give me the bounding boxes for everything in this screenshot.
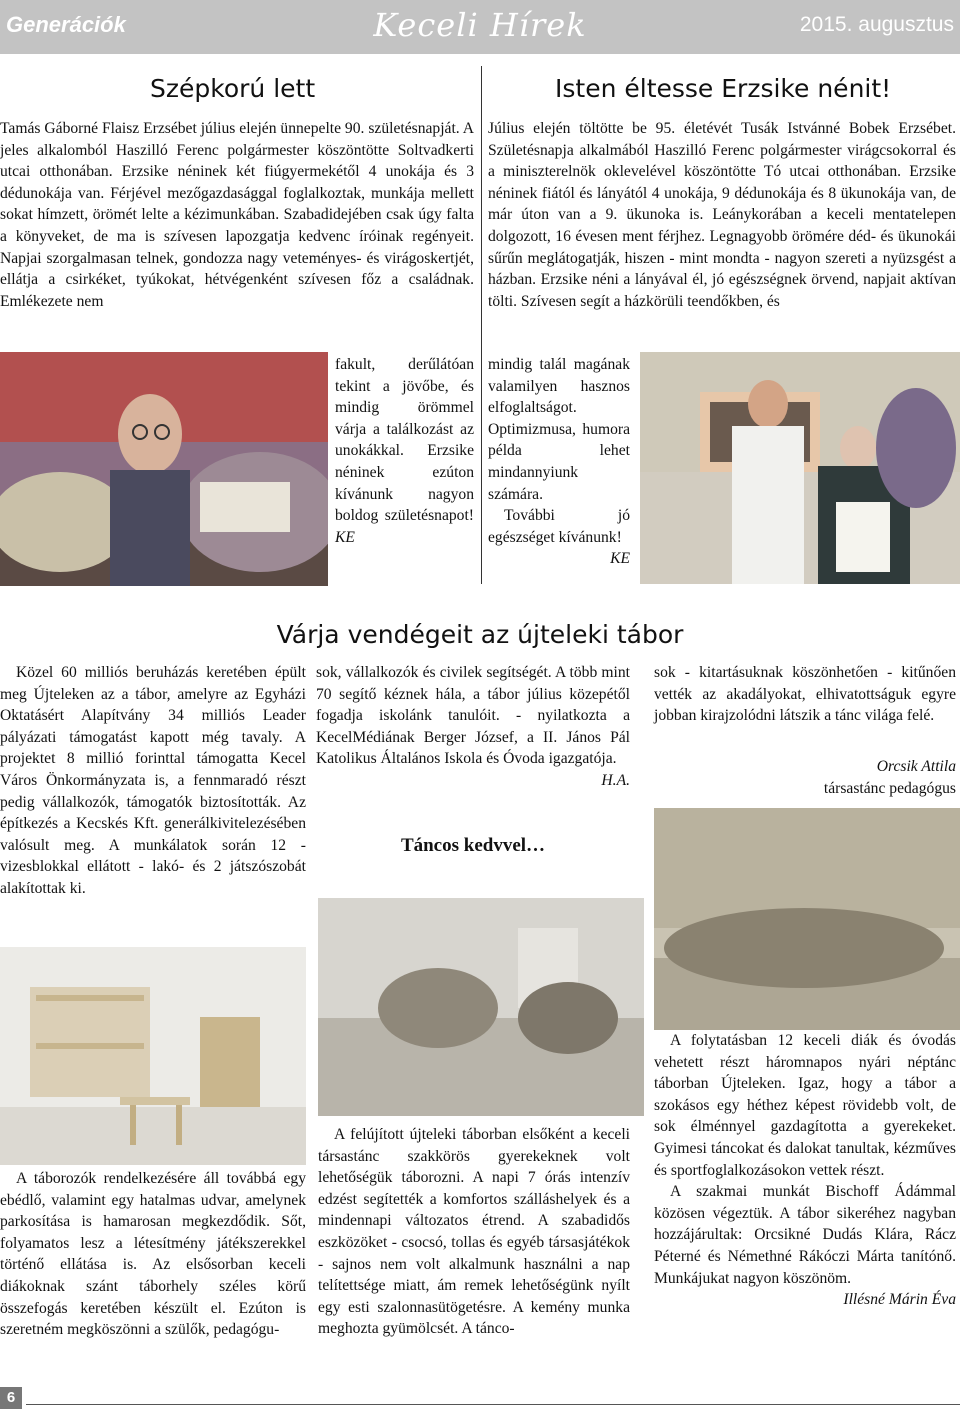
article3-paragraph-3: A táborozók rendelkezésére áll továbbá egy ebédlő, valamint egy hatalmas udvar, amelynek parkosítása is hamarosan megkezdődik. Sőt, folyamatos lesz a létesítmény játékszerekkel történő ellátása is. Az elsősorban keceli diákoknak szánt táborhely széles körű összefogás keretében készült el. Ezúton is szeretném megköszönni a szülők, pedagógu- bbox=[0, 1170, 306, 1339]
article1-closing: fakult, derűlátóan tekint a jövőbe, és mindig örömmel várja a találkozást az unokákkal. Erzsike néninek ezúton kívánunk nagyon boldog születésnapot! bbox=[335, 356, 474, 525]
dance-hall-photo bbox=[318, 898, 644, 1116]
page-header bbox=[0, 0, 960, 54]
article2-body-wrap bbox=[488, 354, 630, 570]
article2-body bbox=[488, 118, 956, 312]
section-name: Generációk bbox=[6, 12, 126, 37]
article2-photo bbox=[640, 352, 960, 584]
article4-paragraph-2: A felújított újteleki táborban elsőként a keceli társastánc szakkörös gyerekeknek volt lehetőségük táborozni. A napi 7 órás intenzív edzést segítették a komfortos szálláshelyek és a mindennapi változatos étrend. A szabadidős eszközöket - csocsó, tollas és egyéb társasjátékok - sajnos nem volt alkalmunk használni a nap telítettsége miatt, ám remek lehetőségünk nyílt egy esti szalonnasütögetésre. A kemény munka meghozta gyümölcsét. A tánco- bbox=[318, 1126, 630, 1338]
article3-col1 bbox=[0, 662, 306, 900]
article4-signature-role: társastánc pedagógus bbox=[823, 780, 956, 797]
article3-signature: H.A. bbox=[601, 771, 630, 789]
article3-paragraph-2: sok, vállalkozók és civilek segítségét. A több mint 70 segítő kéznek hála, a tábor július közepétől fogadja iskolánk tanulóit. - nyilatkozta a KecelMédiának Berger József, a II. János Pál Katolikus Általános Iskola és Óvoda igazgatója. bbox=[316, 664, 630, 768]
article1-body bbox=[0, 118, 474, 312]
column-divider bbox=[481, 66, 482, 584]
mayor-and-centenarian-photo bbox=[640, 352, 960, 584]
issue-date: 2015. augusztus bbox=[799, 13, 954, 36]
article4-paragraph-4: A szakmai munkát Bischoff Ádámmal közösen végeztük. A tábor sikeréhez nagyban hozzájárultak: Orcsikné Dudás Klára, Rácz Péterné és Némethné Rákóczi Márta tanítónő. Munkájukat nagyon köszönöm. bbox=[654, 1183, 956, 1287]
article3-paragraph: Közel 60 milliós beruházás keretében épült meg Újteleken az a tábor, amelyre az Egyházi Oktatásért Alapítvány 34 milliós Leader pályázati támogatást kapott még tavaly. A projektet 8 millió forinttal támogatta Kecel Város Önkormányzata is, a fennmaradó részt pedig vállalkozók, támogatók biztosították. Az építkezés a Kecskés Kft. generálkivitelezésében valósult meg. A munkálatok során 12 - vizesblokkal ellátott - lakó- és 2 játszószobát alakítottak ki. bbox=[0, 664, 306, 897]
article4-signature-name: Orcsik Attila bbox=[876, 758, 956, 775]
dance-group-photo bbox=[654, 808, 960, 1030]
article4-title: Táncos kedvvel… bbox=[400, 835, 546, 856]
article1-paragraph-2 bbox=[335, 354, 474, 548]
camp-room-photo bbox=[0, 947, 306, 1165]
page-number: 6 bbox=[0, 1387, 22, 1409]
article2-signature: KE bbox=[610, 550, 630, 568]
article1-paragraph: Tamás Gáborné Flaisz Erzsébet július elején ünnepelte 90. születésnapját. A jeles alkalomból Haszilló Ferenc polgármester köszöntötte Soltvadkerti utcai otthonában. Erzsike néninek két fiúgyermekétől 4 unokája és 3 dédunokája van. Férjével mezőgazdasággal foglalkoztak, munkája mellett sokat hímzett, örömét lelte a kézimunkában. Szabadidejében csak úgy falta a könyveket, de ma is szívesen lapozgatja kedvenc íróinak regényeit. Napjai szorgalmasan telnek, gondozza nagy veteményes- és virágoskertjét, ellátja a csirkéket, tyúkokat, hétvégenként szívesen főz a családnak. Emlékezete nem bbox=[0, 120, 474, 310]
article3-col2 bbox=[316, 662, 630, 792]
group-photo bbox=[654, 808, 960, 1030]
article1-photo bbox=[0, 352, 328, 586]
article2-title: Isten éltesse Erzsike nénit! bbox=[555, 74, 892, 103]
bunk-room-photo bbox=[0, 947, 306, 1165]
footer-rule bbox=[0, 1400, 960, 1416]
article1-body-wrap bbox=[335, 354, 474, 548]
article4-signature: Illésné Márin Éva bbox=[843, 1291, 956, 1309]
elderly-woman-photo bbox=[0, 352, 328, 586]
article2-paragraph-3: További jó egészséget kívánunk! bbox=[488, 507, 630, 546]
article1-signature: KE bbox=[335, 528, 355, 546]
article4-paragraph-3: A folytatásban 12 keceli diák és óvodás vehetett részt háromnapos nyári néptánc táborban Újteleken. Igaz, hogy a tábor a szokásos egy héthez képest rövidebb volt, de sok élménnyel gazdagította a gyerekeket. Gyimesi táncokat és dalokat tanultak, kézműves és sportfoglalkozásokon vettek részt. bbox=[654, 1032, 956, 1179]
article2-paragraph-2: mindig talál magának valamilyen hasznos elfoglaltságot. Optimizmusa, humora példa lehet mindannyiunk számára. bbox=[488, 356, 630, 503]
article4-mid bbox=[318, 1124, 630, 1340]
article3-bottom bbox=[0, 1168, 306, 1341]
article4-paragraph: sok - kitartásuknak köszönhetően - kitűnően vették az akadályokat, elhivatottságuk egyre jobban kirajzolódni látszik a tánc világa felé. bbox=[654, 664, 956, 725]
article4-col3 bbox=[654, 662, 956, 727]
article1-title: Szépkorú lett bbox=[150, 74, 316, 103]
masthead: Keceli Hírek bbox=[373, 6, 587, 44]
dancing-children-photo bbox=[318, 898, 644, 1116]
article4-right bbox=[654, 1030, 956, 1311]
article3-title: Várja vendégeit az újteleki tábor bbox=[276, 620, 684, 649]
article2-paragraph: Július elején töltötte be 95. életévét Tusák Istvánné Bobek Erzsébet. Születésnapja alkalmából Haszilló Ferenc polgármester virágcsokorral és a miniszterelnök oklevelével köszöntötte Tó utcai otthonában. Erzsike néninek fiától és lányától 4 unokája, 9 dédunokája és 8 ükunokája van, de már úton van a 9. ükunoka is. Leánykorában a keceli mentatelepen dolgozott, 16 évesen ment férjhez. Legnagyobb örömére déd- és ükunokái sűrűn meglátogatják, hiszen - mint mondta - nagyon szereti a nyüzsgést a házban. Erzsike néni a lányával él, jó egészségnek örvend, napjait aktívan tölti. Szívesen segít a házkörüli teendőkben, és bbox=[488, 120, 956, 310]
